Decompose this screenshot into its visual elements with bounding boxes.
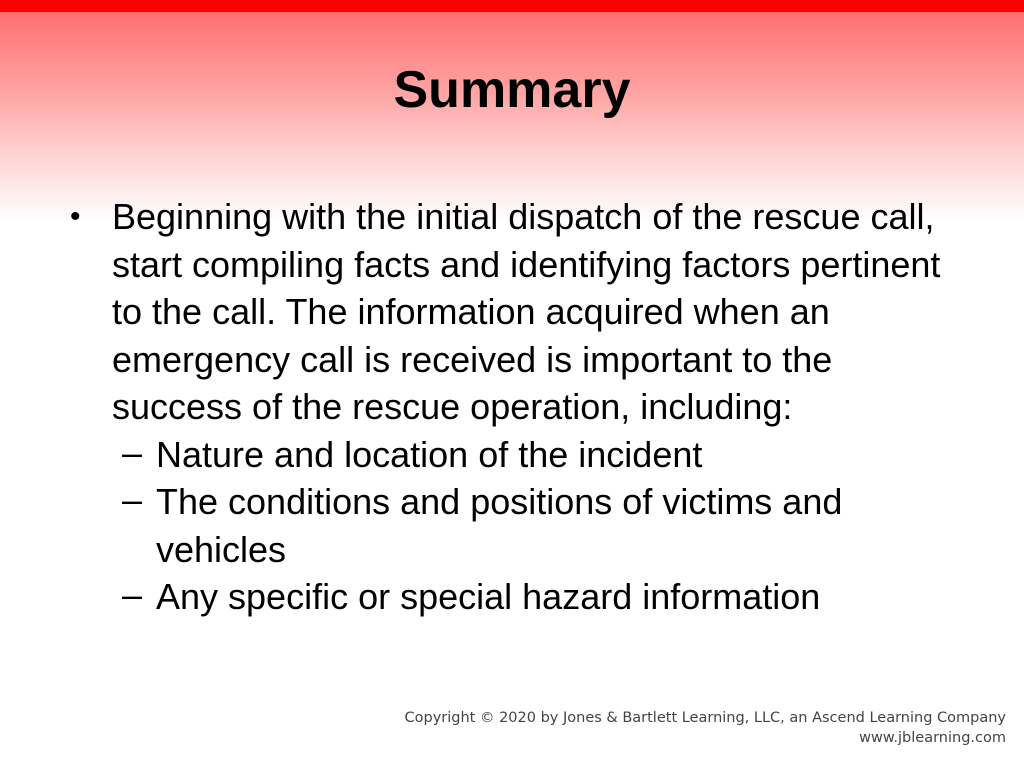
bullet-item (70, 193, 970, 431)
copyright-text: Copyright © 2020 by Jones & Bartlett Learning, LLC, an Ascend Learning Company (404, 710, 1006, 726)
slide-body (70, 193, 970, 621)
dash-marker: – (122, 431, 143, 473)
publisher-website: www.jblearning.com (859, 730, 1006, 746)
bullet-text: Beginning with the initial dispatch of the rescue call, start compiling facts and identifying factors pertinent to the call. The information acquired when an emergency call is received is important to the success of the rescue operation, including: (112, 196, 941, 427)
sub-bullet-text: Any specific or special hazard information (156, 576, 821, 617)
bullet-marker: • (70, 200, 81, 233)
copyright-footer (405, 708, 1006, 748)
sub-bullet-list (70, 431, 970, 621)
sub-bullet-text: The conditions and positions of victims and vehicles (156, 481, 843, 570)
slide-title: Summary (393, 61, 631, 119)
dash-marker: – (122, 574, 143, 615)
dash-marker: – (122, 479, 143, 520)
top-accent-bar (0, 0, 1024, 12)
sub-bullet-text: Nature and location of the incident (156, 433, 703, 475)
sub-bullet-item (70, 478, 970, 573)
sub-bullet-item (70, 431, 970, 479)
sub-bullet-item (70, 573, 970, 621)
